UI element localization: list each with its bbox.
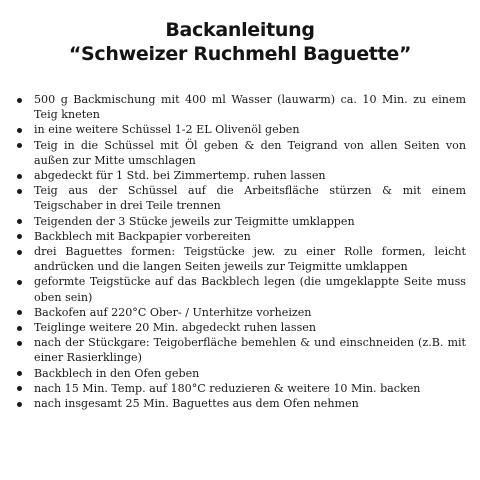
list-item xyxy=(0,183,480,213)
bullet-icon xyxy=(17,402,22,407)
step-text: Backblech in den Ofen geben xyxy=(34,366,200,380)
title-line-1: Backanleitung xyxy=(165,19,315,41)
list-item xyxy=(0,214,480,229)
step-text: nach 15 Min. Temp. auf 180°C reduzieren & weitere 10 Min. backen xyxy=(34,381,421,395)
list-item xyxy=(0,274,480,304)
step-text: 500 g Backmischung mit 400 ml Wasser (lauwarm) ca. 10 Min. zu einem Teig kneten xyxy=(34,93,466,122)
bullet-icon xyxy=(17,234,22,239)
bullet-icon xyxy=(17,310,22,315)
list-item xyxy=(0,138,480,168)
instruction-list xyxy=(0,92,480,411)
bullet-icon xyxy=(17,128,22,133)
list-item xyxy=(0,381,480,396)
list-item xyxy=(0,168,480,183)
step-text: nach insgesamt 25 Min. Baguettes aus dem Ofen nehmen xyxy=(34,397,359,411)
bullet-icon xyxy=(17,174,22,179)
list-item xyxy=(0,122,480,137)
bullet-icon xyxy=(17,371,22,376)
list-item xyxy=(0,92,480,122)
bullet-icon xyxy=(17,341,22,346)
bullet-icon xyxy=(17,280,22,285)
step-text: Teig aus der Schüssel auf die Arbeitsfläche stürzen & mit einem Teigschaber in drei Teile trennen xyxy=(34,184,466,213)
bullet-icon xyxy=(17,326,22,331)
step-text: Backblech mit Backpapier vorbereiten xyxy=(34,229,251,243)
page-title xyxy=(0,18,480,66)
list-item xyxy=(0,244,480,274)
list-item xyxy=(0,335,480,365)
list-item xyxy=(0,229,480,244)
list-item xyxy=(0,320,480,335)
step-text: Teigenden der 3 Stücke jeweils zur Teigmitte umklappen xyxy=(34,214,355,228)
step-text: Teiglinge weitere 20 Min. abgedeckt ruhen lassen xyxy=(34,321,317,335)
bullet-icon xyxy=(17,219,22,224)
bullet-icon xyxy=(17,250,22,255)
step-text: drei Baguettes formen: Teigstücke jew. zu einer Rolle formen, leicht andrücken und die langen Seiten jeweils zur Teigmitte umklappen xyxy=(34,245,466,274)
step-text: in eine weitere Schüssel 1-2 EL Olivenöl geben xyxy=(34,123,300,137)
bullet-icon xyxy=(17,143,22,148)
step-text: Teig in die Schüssel mit Öl geben & den Teigrand von allen Seiten von außen zur Mitte umschlagen xyxy=(34,138,466,167)
title-line-2: “Schweizer Ruchmehl Baguette” xyxy=(68,43,412,65)
list-item xyxy=(0,305,480,320)
step-text: geformte Teigstücke auf das Backblech legen (die umgeklappte Seite muss oben sein) xyxy=(34,275,466,304)
bullet-icon xyxy=(17,98,22,103)
list-item xyxy=(0,366,480,381)
step-text: abgedeckt für 1 Std. bei Zimmertemp. ruhen lassen xyxy=(34,169,326,183)
bullet-icon xyxy=(17,386,22,391)
bullet-icon xyxy=(17,189,22,194)
list-item xyxy=(0,396,480,411)
step-text: nach der Stückgare: Teigoberfläche bemehlen & und einschneiden (z.B. mit einer Rasierklinge) xyxy=(34,336,466,365)
step-text: Backofen auf 220°C Ober- / Unterhitze vorheizen xyxy=(34,305,312,319)
